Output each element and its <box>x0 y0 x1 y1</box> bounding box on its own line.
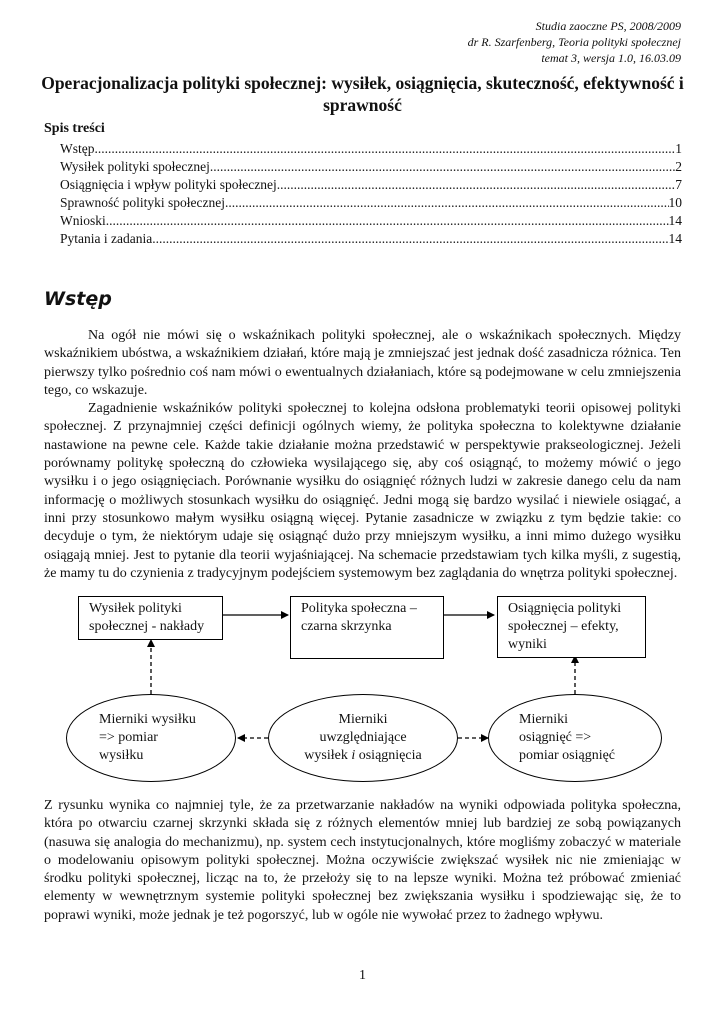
box-blackbox-line: Polityka społeczna – <box>301 601 417 616</box>
toc-item-page: 7 <box>675 177 682 192</box>
oval-combined-line <box>269 747 457 765</box>
document-title: Operacjonalizacja polityki społecznej: wysiłek, osiągnięcia, skuteczność, efektywność i sprawność <box>41 73 684 115</box>
oval-effort-line: => pomiar <box>99 730 158 745</box>
toc-item-page: 2 <box>675 159 682 174</box>
toc-heading: Spis treści <box>44 121 105 136</box>
oval-achievement-measures <box>488 694 662 782</box>
box-achieve-line: Osiągnięcia polityki <box>508 601 622 616</box>
toc-item-label: Wysiłek polityki społecznej <box>60 159 210 174</box>
paragraph: Zagadnienie wskaźników polityki społecznej to kolejna odsłona problematyki teorii opisowej polityki społecznej. Z przynajmniej części definicji ogólnych wiemy, że polityka społeczna to kolektywne działanie nastawione na pewne cele. Każde takie działanie można przedstawić w perspektywie prakseologicznej. Jeżeli porównamy politykę społeczną do człowieka wysilającego się, aby coś osiągnąć, to możemy mówić o jego wysiłku i o jego osiągnięciach. Porównanie wysiłku do osiągnięć różnych ludzi w zakresie danego celu da nam informację o możliwych stosunkach wysiłku do osiągnięć. Jedni mogą się bardzo wysilać i niewiele osiągać, a inni przy stosunkowo małym wysiłku osiągną więcej. Pytanie zasadnicze w związku z tym będzie takie: co decyduje o tym, że niektórym udaje się osiągnąć dużo przy mniejszym wysiłku, a inni mimo dużego wysiłku osiągają mniej. Jest to pytanie dla teorii wyjaśniającej. Na schemacie przedstawiam tych kilka myśli, z sugestią, że mamy tu do czynienia z tradycyjnym podejściem systemowym bez zaglądania do wnętrza polityki społecznej. <box>44 401 681 581</box>
toc-item-label: Pytania i zadania <box>60 231 153 246</box>
paragraph: Na ogół nie mówi się o wskaźnikach polityki społecznej, ale o wskaźnikach społecznych. Między wskaźnikiem ubóstwa, a wskaźnikiem działań, które mają je zmniejszać jest jednak dość zasadnicza różnica. Ten pierwszy tylko pośrednio coś nam mówi o ewentualnych działaniach, które są podejmowane w celu zmniejszenia tego, co wskazuje. <box>44 328 681 398</box>
box-effort <box>78 596 223 640</box>
table-of-contents <box>60 140 682 248</box>
box-black-box <box>290 596 444 659</box>
toc-item-page: 14 <box>668 231 682 246</box>
oval-achieve-line: Mierniki <box>519 712 568 727</box>
toc-item[interactable] <box>60 140 682 158</box>
toc-item[interactable] <box>60 158 682 176</box>
header-author: dr R. Szarfenberg, Teoria polityki społecznej <box>467 35 681 49</box>
page-number: 1 <box>359 968 366 983</box>
intro-text <box>44 327 681 583</box>
box-blackbox-line: czarna skrzynka <box>301 619 392 634</box>
toc-item-label: Osiągnięcia i wpływ polityki społecznej <box>60 177 277 192</box>
toc-item[interactable] <box>60 230 682 248</box>
toc-item[interactable] <box>60 212 682 230</box>
toc-item[interactable] <box>60 176 682 194</box>
toc-item[interactable] <box>60 194 682 212</box>
oval-combined-italic: i <box>351 748 356 763</box>
oval-combined-line: Mierniki <box>338 712 388 727</box>
toc-item-label: Wnioski <box>60 213 106 228</box>
toc-item-label: Sprawność polityki społecznej <box>60 195 225 210</box>
system-diagram <box>0 588 725 778</box>
oval-effort-line: wysiłku <box>99 748 144 763</box>
oval-achieve-line: pomiar osiągnięć <box>519 748 616 763</box>
toc-item-page: 14 <box>668 213 682 228</box>
oval-combined-line: uwzględniające <box>319 730 407 745</box>
box-effort-line: społecznej - nakłady <box>89 619 205 634</box>
oval-combined-measures <box>268 694 458 782</box>
conclusion-text <box>44 797 681 925</box>
oval-effort-measures <box>66 694 236 782</box>
running-header <box>468 18 681 66</box>
box-achieve-line: społecznej – efekty, <box>508 619 619 634</box>
toc-item-page: 10 <box>668 195 682 210</box>
header-topic: temat 3, wersja 1.0, 16.03.09 <box>541 51 681 65</box>
toc-item-page: 1 <box>675 141 682 156</box>
oval-achieve-line: osiągnięć => <box>519 730 592 745</box>
toc-item-label: Wstęp <box>60 141 95 156</box>
oval-combined-text: osiągnięcia <box>355 748 422 763</box>
paragraph: Z rysunku wynika co najmniej tyle, że za przetwarzanie nakładów na wyniki odpowiada polityka społeczna, która po otwarciu czarnej skrzynki składa się z różnych elementów mniej lub bardziej ze sobą powiązanych (nasuwa się analogia do mechanizmu), np. system cech instytucjonalnych, które mogliśmy zobaczyć w materiale o modelowaniu opisowym polityki społecznej. Można oczywiście zwiększać wysiłek nic nie zmieniając w środku polityki społecznej, licząc na to, że przełoży się to na lepsze wyniki. Można też próbować zmieniać elementy w wewnętrznym systemie polityki społecznej bez zwiększania wysiłku i spodziewając się, że to poprawi wyniki, może jednak je też pogorszyć, lub w ogóle nie wywołać przez to żadnego wpływu. <box>44 798 681 923</box>
box-effort-line: Wysiłek polityki <box>89 601 182 616</box>
oval-combined-text: wysiłek <box>304 748 352 763</box>
header-course: Studia zaoczne PS, 2008/2009 <box>535 19 681 33</box>
box-achieve-line: wyniki <box>508 637 547 652</box>
box-achievements <box>497 596 646 658</box>
oval-effort-line: Mierniki wysiłku <box>99 712 196 727</box>
section-heading: Wstęp <box>44 288 112 310</box>
